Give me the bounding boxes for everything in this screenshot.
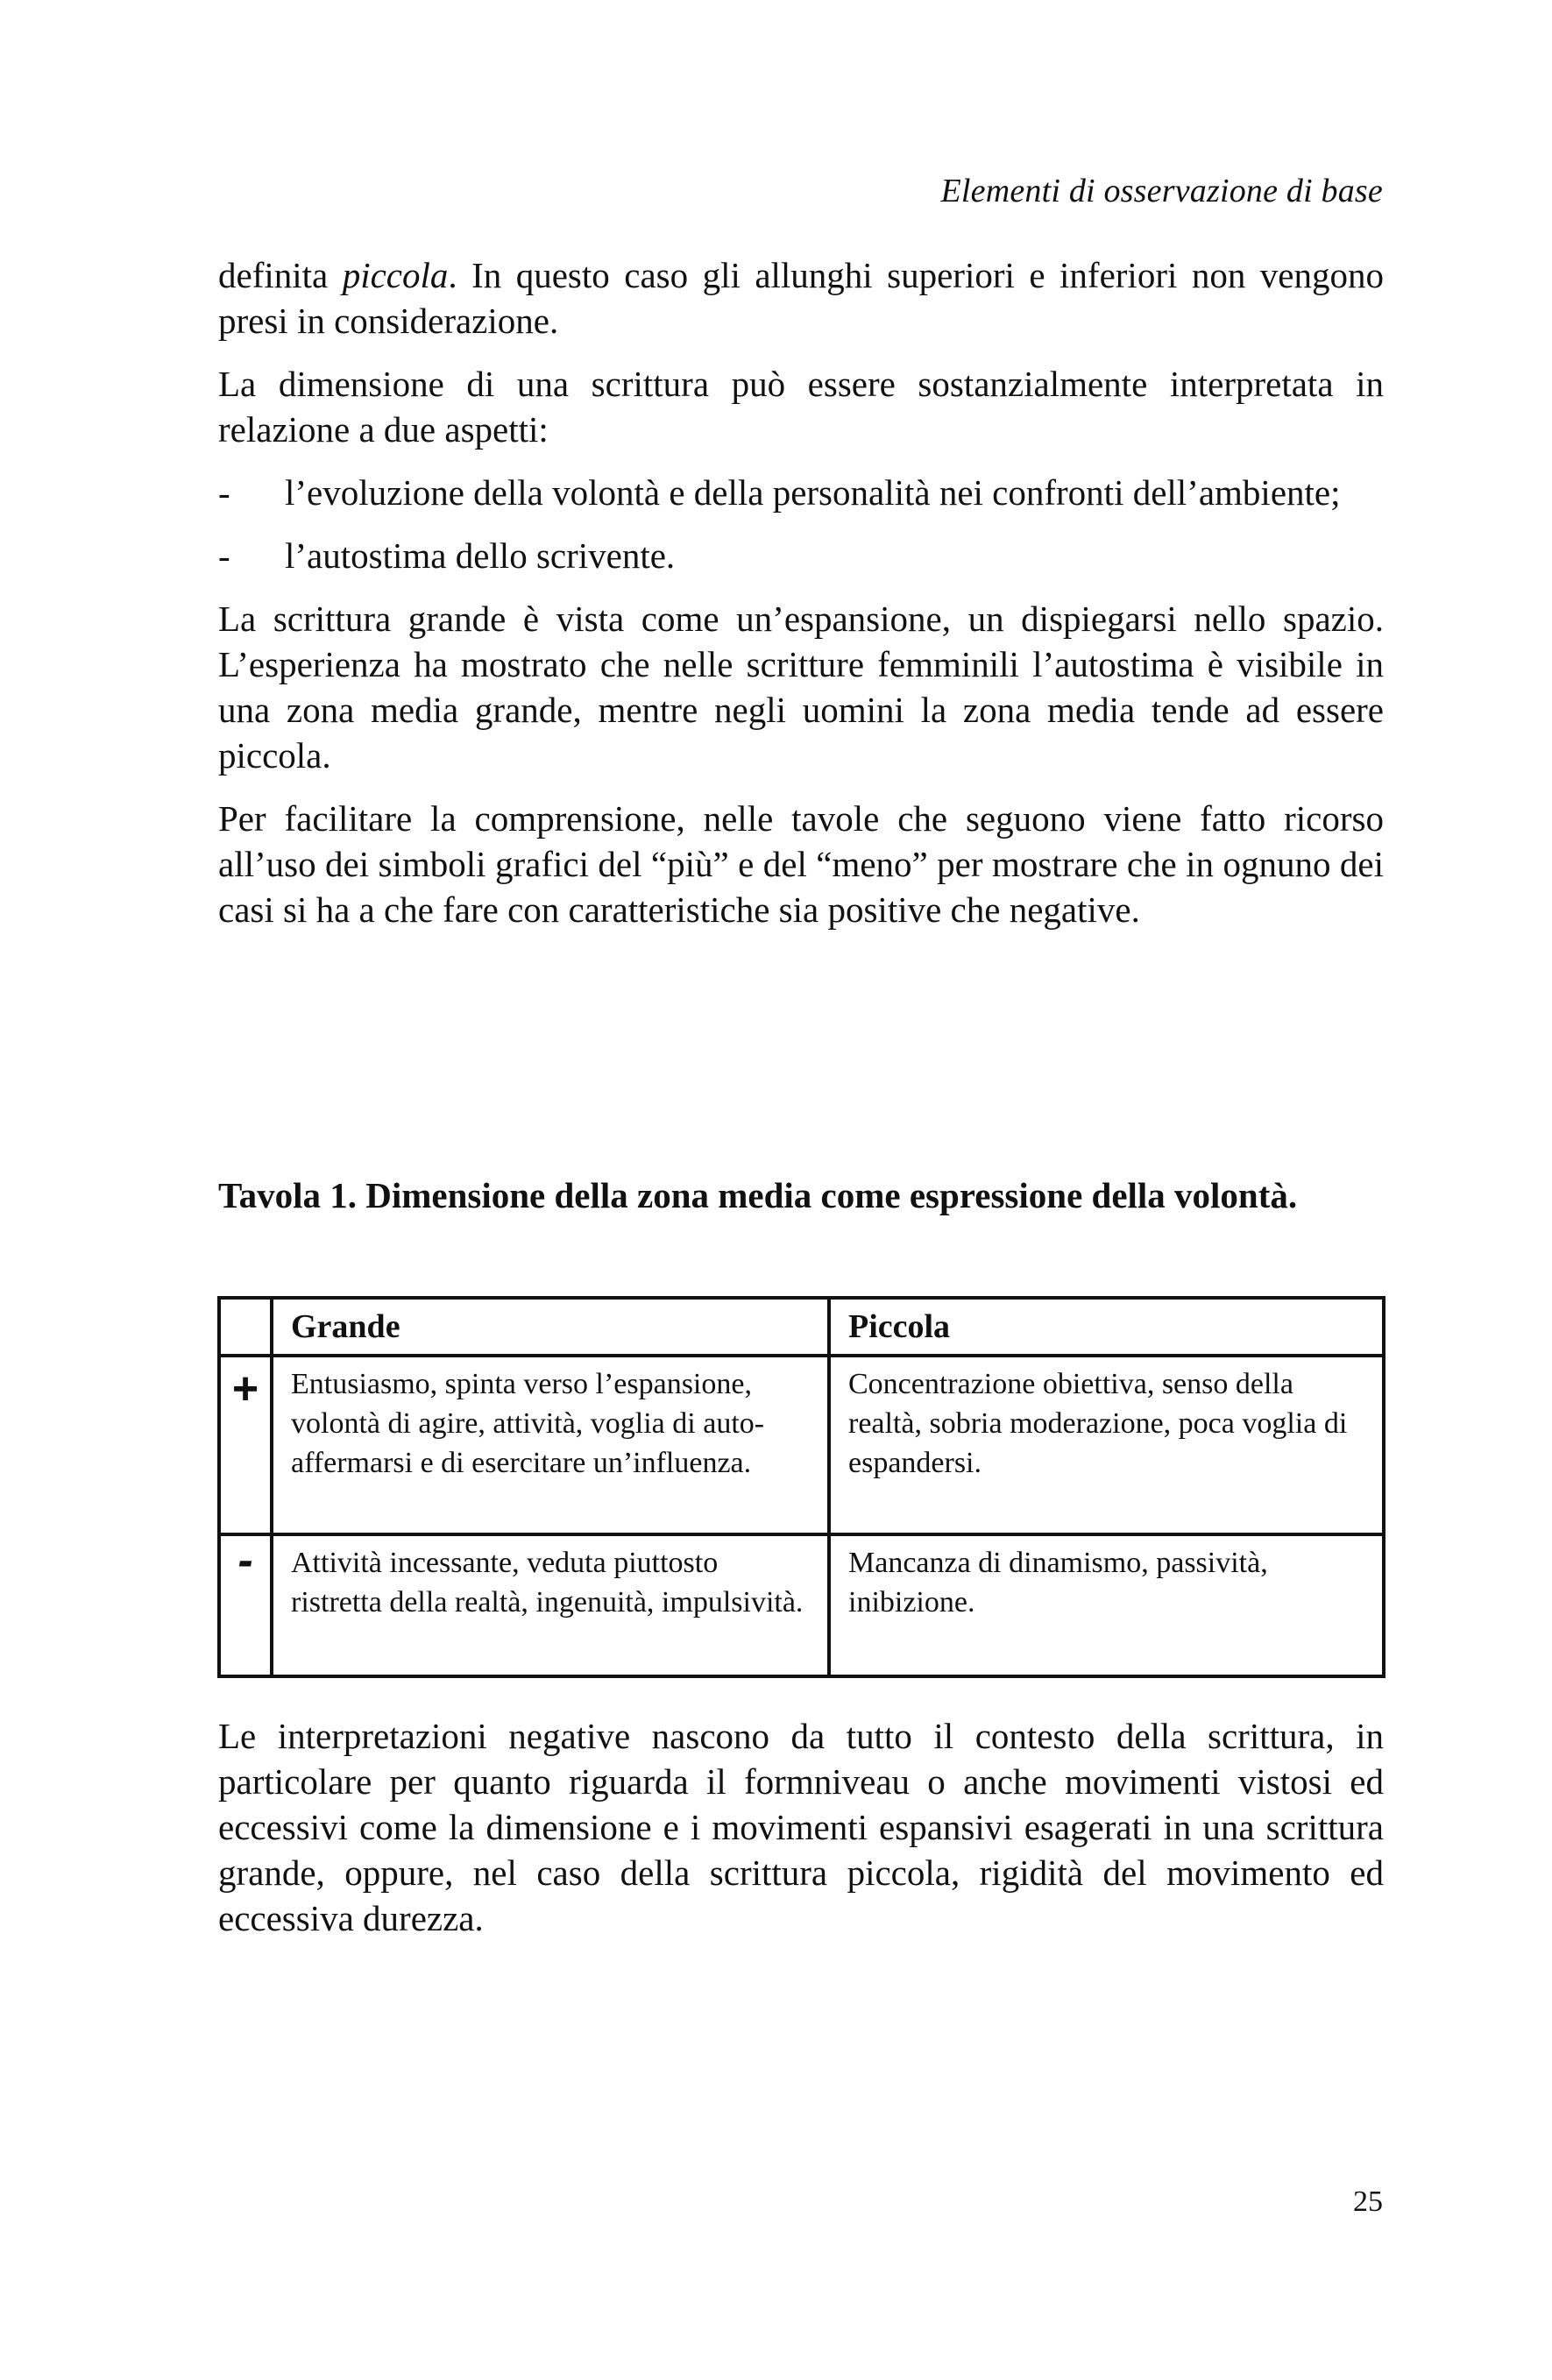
header-grande: Grande <box>272 1298 829 1356</box>
cell-piccola-positive: Concentrazione obiettiva, senso della realtà, sobria moderazione, poca voglia di espandersi. <box>829 1356 1384 1534</box>
table-row <box>219 1534 1384 1676</box>
paragraph-1-text-cont: . In questo caso gli allunghi superiori e inferiori non vengono presi in considerazione. <box>218 255 1384 341</box>
emphasis-piccola: piccola <box>342 255 449 295</box>
table-header-row <box>219 1298 1384 1356</box>
dash-marker: - <box>218 535 230 576</box>
bullet-text: l’evoluzione della volontà e della personalità nei confronti dell’ambiente; <box>285 472 1341 513</box>
bullet-list <box>218 470 1384 578</box>
paragraph-1-text: definita <box>218 255 343 295</box>
closing-section <box>218 1713 1384 1941</box>
cell-piccola-negative: Mancanza di dinamismo, passività, inibizione. <box>829 1534 1384 1676</box>
plus-icon: + <box>219 1356 272 1534</box>
body-text <box>218 252 1384 950</box>
minus-icon: - <box>219 1534 272 1676</box>
paragraph-1 <box>218 252 1384 344</box>
header-sign-cell <box>219 1298 272 1356</box>
bullet-text: l’autostima dello scrivente. <box>285 535 676 576</box>
dash-marker: - <box>218 472 230 513</box>
table-row <box>219 1356 1384 1534</box>
paragraph-2: La dimensione di una scrittura può essere sostanzialmente interpretata in relazione a due aspetti: <box>218 364 1384 450</box>
paragraph-4: Per facilitare la comprensione, nelle tavole che seguono viene fatto ricorso all’uso dei simboli grafici del “più” e del “meno” per mostrare che in ognuno dei casi si ha a che fare con caratteristiche sia positive che negative. <box>218 798 1384 930</box>
tavola-table <box>217 1296 1385 1678</box>
header-piccola: Piccola <box>829 1298 1384 1356</box>
running-header: Elementi di osservazione di base <box>940 173 1383 209</box>
cell-grande-negative: Attività incessante, veduta piuttosto ristretta della realtà, ingenuità, impulsività. <box>272 1534 829 1676</box>
closing-paragraph: Le interpretazioni negative nascono da tutto il contesto della scrittura, in particolare per quanto riguarda il formniveau o anche movimenti vistosi ed eccessivi come la dimensione e i movimenti espansivi esagerati in una scrittura grande, oppure, nel caso della scrittura piccola, rigidità del movimento ed eccessiva durezza. <box>218 1716 1384 1938</box>
page-number: 25 <box>1353 2185 1383 2218</box>
bullet-item <box>218 470 1384 515</box>
bullet-item <box>218 533 1384 578</box>
paragraph-3: La scrittura grande è vista come un’espansione, un dispiegarsi nello spazio. L’esperienza ha mostrato che nelle scritture femminili l’autostima è visibile in una zona media grande, mentre negli uomini la zona media tende ad essere piccola. <box>218 599 1384 776</box>
cell-grande-positive: Entusiasmo, spinta verso l’espansione, volontà di agire, attività, voglia di auto-affermarsi e di esercitare un’influenza. <box>272 1356 829 1534</box>
table-title: Tavola 1. Dimensione della zona media come espressione della volontà. <box>218 1175 1298 1215</box>
